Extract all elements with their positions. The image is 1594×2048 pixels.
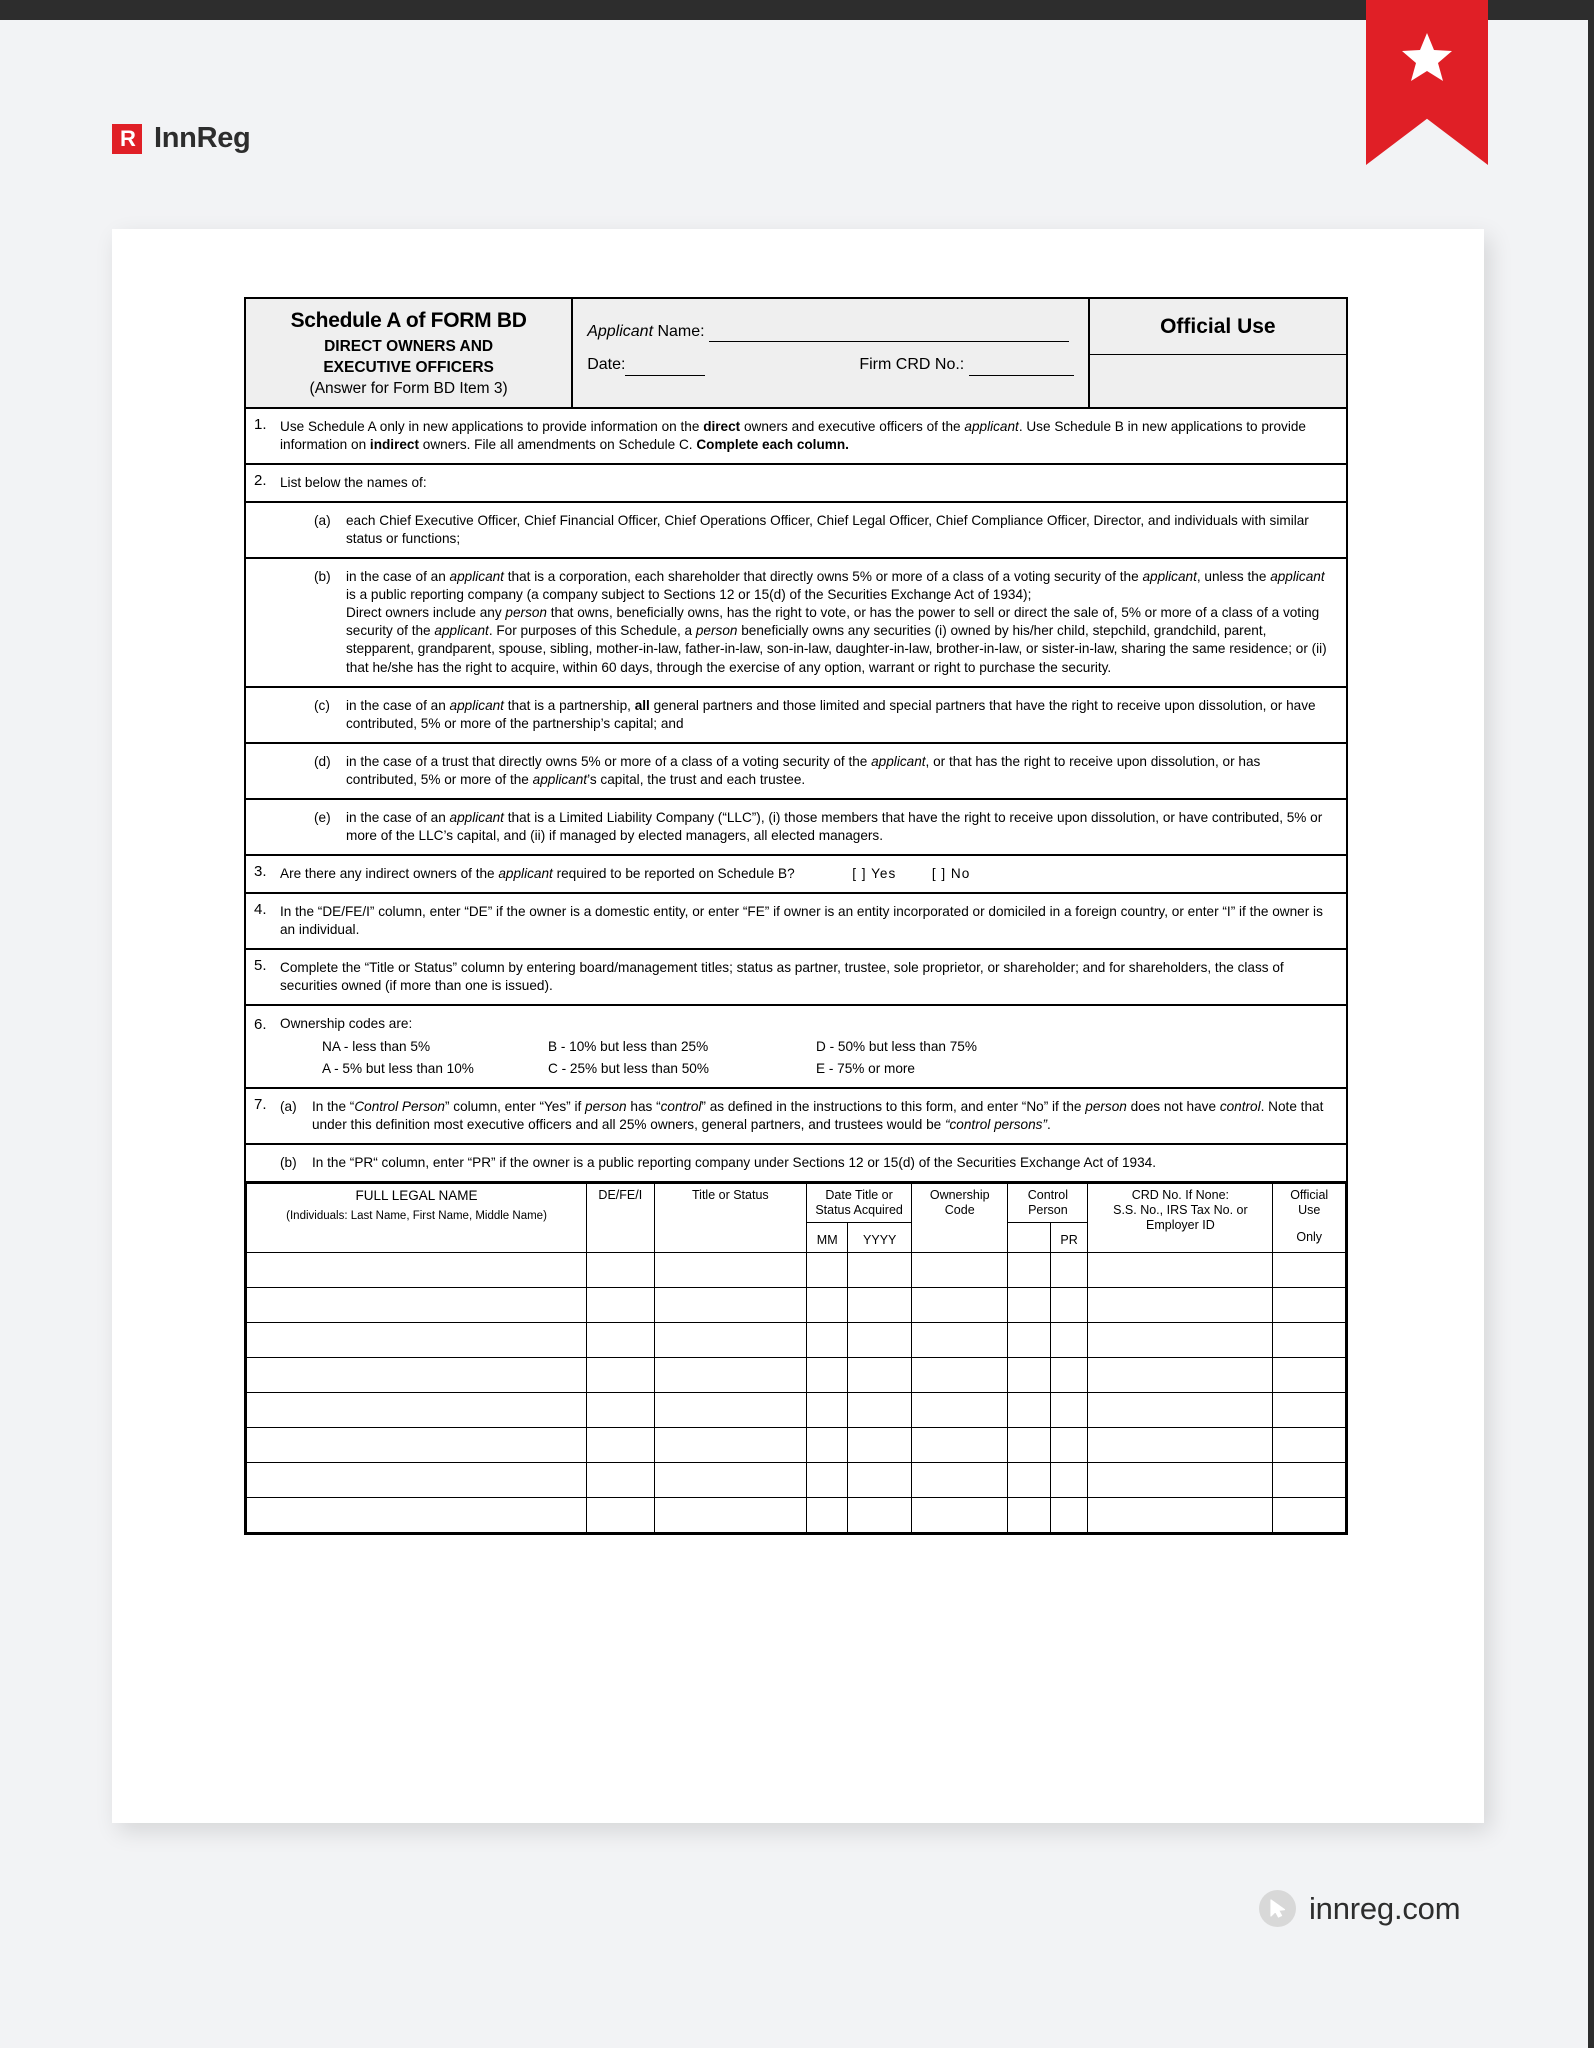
item-6-text [280, 1006, 1346, 1086]
g5: has “ [626, 1098, 661, 1114]
th-name-line2: (Individuals: Last Name, First Name, Middle Name) [286, 1210, 547, 1223]
table-cell[interactable] [1273, 1287, 1346, 1322]
e3: that is a Limited Liability Company (“LLC”), (i) those members that have the right to receive upon dissolution, or have contributed, 5% or more of the LLC’s capital, and (ii) if managed by elected managers, all elected managers. [346, 809, 1323, 843]
s1: in the case of an [346, 569, 450, 585]
form-title: Schedule A of FORM BD [290, 309, 527, 332]
table-cell[interactable] [848, 1357, 912, 1392]
item-1-seg-g: owners. File all amendments on Schedule C. [419, 436, 697, 452]
item-6-intro: Ownership codes are: [280, 1016, 413, 1032]
item-2e-row [246, 800, 1346, 856]
table-cell[interactable] [1273, 1252, 1346, 1287]
date-crd-row [587, 354, 1074, 375]
item-2c-row [246, 688, 1346, 744]
applicant-label-italic: Applicant [587, 323, 654, 340]
d2: applicant [871, 753, 926, 769]
table-cell[interactable] [807, 1427, 848, 1462]
table-cell[interactable] [1273, 1427, 1346, 1462]
table-row[interactable] [247, 1462, 1346, 1497]
item-7-number: 7. [254, 1095, 267, 1113]
table-cell[interactable] [912, 1287, 1008, 1322]
item-2d-body [346, 753, 1332, 789]
table-cell[interactable] [807, 1357, 848, 1392]
table-cell[interactable] [1088, 1322, 1273, 1357]
d5: ’s capital, the trust and each trustee. [587, 771, 806, 787]
table-cell[interactable] [1050, 1252, 1088, 1287]
table-row[interactable] [247, 1497, 1346, 1532]
item-1-seg-e: . Use Schedule B in new applications to provide information on [280, 418, 1306, 452]
c3: that is a partnership, [503, 697, 635, 713]
item-2e-text [280, 800, 1346, 854]
table-cell[interactable] [247, 1427, 587, 1462]
item-7b-label: (b) [280, 1154, 297, 1170]
table-cell[interactable] [848, 1287, 912, 1322]
item-1-number: 1. [254, 415, 267, 433]
g10: control [1219, 1098, 1261, 1114]
item-4-row [246, 894, 1346, 950]
table-cell[interactable] [654, 1322, 807, 1357]
ownership-codes-row-1 [280, 1038, 1332, 1056]
s11: applicant [434, 623, 489, 639]
th-off-line2: Use [1298, 1202, 1321, 1217]
th-off-line1: Official [1290, 1187, 1329, 1202]
d4: applicant [532, 771, 588, 787]
th-official-use-only [1273, 1183, 1346, 1252]
table-cell[interactable] [587, 1252, 655, 1287]
th-own-line1: Ownership [929, 1187, 990, 1202]
owners-table-body [247, 1252, 1346, 1532]
e1: in the case of an [346, 809, 450, 825]
g7: ” as defined in the instructions to this form, and enter “No” if the [701, 1098, 1086, 1114]
table-cell[interactable] [1088, 1427, 1273, 1462]
table-cell[interactable] [247, 1357, 587, 1392]
s3: that is a corporation, each shareholder that directly owns 5% or more of a class of a voting security of the [503, 569, 1143, 585]
item-2a-row [246, 503, 1346, 559]
table-cell[interactable] [1050, 1287, 1088, 1322]
c5: general partners and those limited and special partners that have the right to receive upon dissolution, or have contributed, 5% or more of the partnership’s capital; and [346, 697, 1316, 731]
code-d: D - 50% but less than 75% [816, 1038, 977, 1054]
table-cell[interactable] [654, 1427, 807, 1462]
s6: applicant [1270, 569, 1325, 585]
table-cell[interactable] [247, 1462, 587, 1497]
form-title-block [246, 299, 573, 407]
table-cell[interactable] [1273, 1357, 1346, 1392]
table-cell[interactable] [1050, 1427, 1088, 1462]
owners-table-wrapper [246, 1183, 1346, 1533]
item-2c-text [280, 688, 1346, 742]
table-cell[interactable] [912, 1427, 1008, 1462]
s4: applicant [1142, 569, 1197, 585]
item-2e-label: (e) [314, 809, 331, 825]
official-use-block [1090, 299, 1346, 407]
table-cell[interactable] [912, 1497, 1008, 1532]
table-cell[interactable] [1273, 1462, 1346, 1497]
table-cell[interactable] [1008, 1392, 1051, 1427]
s9: person [505, 605, 547, 621]
th-control-person [1008, 1183, 1088, 1222]
form-subtitle-1: DIRECT OWNERS AND [324, 337, 494, 355]
s8: Direct owners include any [346, 605, 506, 621]
table-cell[interactable] [1088, 1497, 1273, 1532]
item-3-row [246, 856, 1346, 894]
table-cell[interactable] [848, 1322, 912, 1357]
th-date-acquired [807, 1183, 912, 1222]
table-row[interactable] [247, 1252, 1346, 1287]
table-cell[interactable] [848, 1427, 912, 1462]
th-title-or-status: Title or Status [654, 1183, 807, 1252]
table-cell[interactable] [587, 1357, 655, 1392]
e2: applicant [449, 809, 504, 825]
item-6-row [246, 1006, 1346, 1088]
table-row[interactable] [247, 1322, 1346, 1357]
item-2d-label: (d) [314, 753, 331, 769]
table-cell[interactable] [1050, 1357, 1088, 1392]
code-a: A - 5% but less than 10% [322, 1060, 474, 1076]
bookmark-ribbon[interactable] [1366, 0, 1488, 165]
table-cell[interactable] [912, 1462, 1008, 1497]
item-3-text [280, 856, 1346, 892]
table-cell[interactable] [807, 1252, 848, 1287]
right-bar [1588, 0, 1594, 2048]
table-cell[interactable] [848, 1497, 912, 1532]
c4: all [634, 697, 650, 713]
th-mm: MM [807, 1222, 848, 1252]
official-use-title: Official Use [1090, 299, 1346, 355]
code-c: C - 25% but less than 50% [548, 1060, 709, 1076]
cursor-icon [1259, 1890, 1296, 1927]
th-ownership-code [912, 1183, 1008, 1252]
table-cell[interactable] [1008, 1497, 1051, 1532]
table-cell[interactable] [1273, 1497, 1346, 1532]
applicant-info-block [573, 299, 1090, 407]
table-cell[interactable] [1273, 1322, 1346, 1357]
s13: person [695, 623, 738, 639]
table-cell[interactable] [247, 1392, 587, 1427]
item-1-row [246, 409, 1346, 465]
item-7b-body: In the “PR“ column, enter “PR” if the owner is a public reporting company under Sections 12 or 15(d) of the Securities Exchange Act of 1934. [312, 1154, 1157, 1170]
th-de-fe-i: DE/FE/I [587, 1183, 655, 1252]
th-crd-line1: CRD No. If None: [1131, 1187, 1230, 1202]
table-cell[interactable] [587, 1497, 655, 1532]
item-2d-row [246, 744, 1346, 800]
g6: control [660, 1098, 702, 1114]
table-cell[interactable] [807, 1497, 848, 1532]
item-7a-label: (a) [280, 1098, 297, 1114]
table-cell[interactable] [1088, 1357, 1273, 1392]
g9: does not have [1126, 1098, 1220, 1114]
table-cell[interactable] [247, 1497, 587, 1532]
th-ctrl-line2: Person [1028, 1202, 1068, 1217]
item-1-seg-a: Use Schedule A only in new applications to provide information on the [280, 418, 704, 434]
table-cell[interactable] [587, 1392, 655, 1427]
table-cell[interactable] [1088, 1462, 1273, 1497]
s2: applicant [449, 569, 504, 585]
table-cell[interactable] [912, 1357, 1008, 1392]
table-cell[interactable] [1008, 1322, 1051, 1357]
table-header-row-1 [247, 1183, 1346, 1222]
form-subtitle-2: EXECUTIVE OFFICERS [323, 358, 494, 376]
item-2b-body [346, 568, 1332, 676]
table-cell[interactable] [1008, 1427, 1051, 1462]
table-cell[interactable] [1008, 1252, 1051, 1287]
table-cell[interactable] [1050, 1462, 1088, 1497]
th-control-blank [1008, 1222, 1051, 1252]
item-2b-label: (b) [314, 569, 331, 585]
c1: in the case of an [346, 697, 450, 713]
d3: , or that has the right to receive upon dissolution, or has contributed, 5% or more of the [346, 753, 1261, 787]
th-name-line1: FULL LEGAL NAME [355, 1187, 478, 1203]
th-date-line2: Status Acquired [815, 1202, 903, 1217]
item-5-row [246, 950, 1346, 1006]
s10: that owns, beneficially owns, has the right to vote, or has the power to sell or direct the sale of, 5% or more of a class of a voting security of the [346, 605, 1320, 639]
table-cell[interactable] [912, 1322, 1008, 1357]
g2: Control Person [354, 1098, 445, 1114]
code-e: E - 75% or more [816, 1060, 915, 1076]
table-cell[interactable] [587, 1287, 655, 1322]
table-cell[interactable] [1008, 1357, 1051, 1392]
item-2b-text [280, 559, 1346, 685]
official-use-blank[interactable] [1090, 355, 1346, 407]
table-cell[interactable] [807, 1462, 848, 1497]
applicant-name-row [587, 321, 1074, 342]
table-cell[interactable] [1008, 1462, 1051, 1497]
item-1-seg-h: Complete each column. [696, 436, 849, 452]
th-crd-number [1088, 1183, 1273, 1252]
item-7a-text [280, 1089, 1346, 1143]
table-cell[interactable] [1088, 1287, 1273, 1322]
table-cell[interactable] [1008, 1287, 1051, 1322]
table-row[interactable] [247, 1427, 1346, 1462]
brand-mark-letter: R [120, 125, 134, 151]
item-4-text: In the “DE/FE/I” column, enter “DE” if the owner is a domestic entity, or enter “FE” if owner is an entity incorporated or domiciled in a foreign country, or enter “I” if the owner is an individual. [280, 904, 1323, 938]
item-2a-label: (a) [314, 512, 331, 528]
brand-name: InnReg [154, 122, 251, 154]
item-1-seg-d: applicant [964, 418, 1019, 434]
item-1-seg-b: direct [703, 418, 741, 434]
form-subtitle-3: (Answer for Form BD Item 3) [309, 380, 508, 398]
item-2a-text [280, 503, 1346, 557]
s14: beneficially owns any securities (i) owned by his/her child, stepchild, grandchild, parent, stepparent, grandparent, spouse, sibling, mother-in-law, father-in-law, son-in-law, daughter-in-law, brother-in-law, or sister-in-law, sharing the same residence; or (ii) that he/she has the right to acquire, within 60 days, through the exercise of any option, warrant or right to purchase the security. [346, 623, 1327, 675]
date-label: Date: [587, 356, 626, 374]
g1: In the “ [312, 1098, 355, 1114]
item-7a-body [312, 1098, 1332, 1134]
item-2-text: List below the names of: [280, 474, 427, 490]
item-7b-row [246, 1145, 1346, 1183]
table-row[interactable] [247, 1357, 1346, 1392]
table-cell[interactable] [807, 1322, 848, 1357]
footer-url: innreg.com [1309, 1890, 1461, 1926]
table-cell[interactable] [587, 1322, 655, 1357]
g8: person [1085, 1098, 1127, 1114]
th-ctrl-line1: Control [1027, 1187, 1069, 1202]
table-cell[interactable] [848, 1252, 912, 1287]
form-schedule-a [244, 297, 1348, 1535]
item-2-row [246, 465, 1346, 503]
date-input[interactable] [625, 361, 705, 376]
table-row[interactable] [247, 1392, 1346, 1427]
table-cell[interactable] [912, 1252, 1008, 1287]
table-cell[interactable] [247, 1287, 587, 1322]
brand-logo[interactable] [112, 122, 250, 155]
innreg-mark-icon [112, 124, 142, 154]
applicant-label-rest: Name: [653, 323, 705, 340]
item-1-text [280, 409, 1346, 463]
g12: “control persons” [944, 1116, 1047, 1132]
table-cell[interactable] [247, 1252, 587, 1287]
table-cell[interactable] [654, 1392, 807, 1427]
item-4-number: 4. [254, 901, 267, 919]
item-3-no-checkbox[interactable]: [ ] No [931, 866, 971, 882]
th-own-line2: Code [944, 1202, 975, 1217]
g13: . [1046, 1116, 1051, 1132]
table-row[interactable] [247, 1287, 1346, 1322]
footer-watermark[interactable] [1259, 1890, 1460, 1927]
item-2-number: 2. [254, 471, 267, 489]
th-off-line3: Only [1296, 1229, 1323, 1244]
item-2c-body [346, 697, 1332, 733]
table-cell[interactable] [587, 1462, 655, 1497]
table-cell[interactable] [587, 1427, 655, 1462]
item-2b-row [246, 559, 1346, 687]
table-cell[interactable] [1050, 1392, 1088, 1427]
s12: . For purposes of this Schedule, a [488, 623, 696, 639]
s7: is a public reporting company (a company subject to Sections 12 or 15(d) of the Securities Exchange Act of 1934); [346, 587, 1032, 603]
star-icon [1401, 32, 1453, 82]
item-2c-label: (c) [314, 697, 330, 713]
item-2a-body: each Chief Executive Officer, Chief Financial Officer, Chief Operations Officer, Chief Legal Officer, Chief Compliance Officer, Director, and individuals with similar status or functions; [346, 512, 1309, 547]
item-2e-body [346, 809, 1332, 845]
g4: person [585, 1098, 627, 1114]
table-cell[interactable] [1088, 1252, 1273, 1287]
item-1-seg-f: indirect [369, 436, 420, 452]
table-cell[interactable] [912, 1392, 1008, 1427]
table-cell[interactable] [654, 1252, 807, 1287]
top-bar [0, 0, 1594, 20]
owners-table [246, 1183, 1346, 1533]
g3: ” column, enter “Yes” if [445, 1098, 586, 1114]
item-6-number: 6. [254, 1016, 267, 1034]
th-date-line1: Date Title or [825, 1187, 893, 1202]
d1: in the case of a trust that directly owns 5% or more of a class of a voting security of the [346, 753, 872, 769]
table-cell[interactable] [1050, 1322, 1088, 1357]
s5: , unless the [1196, 569, 1271, 585]
g11: . Note that under this definition most executive officers and all 25% owners, general partners, and trustees would be [312, 1098, 1324, 1132]
table-cell[interactable] [654, 1497, 807, 1532]
table-cell[interactable] [848, 1462, 912, 1497]
table-cell[interactable] [807, 1392, 848, 1427]
item-3-number: 3. [254, 863, 267, 881]
i32: applicant [498, 866, 553, 882]
table-cell[interactable] [654, 1287, 807, 1322]
c2: applicant [449, 697, 504, 713]
table-cell[interactable] [247, 1322, 587, 1357]
table-cell[interactable] [848, 1392, 912, 1427]
table-cell[interactable] [654, 1462, 807, 1497]
item-7a-row [246, 1089, 1346, 1145]
th-crd-line2: S.S. No., IRS Tax No. or [1113, 1202, 1248, 1217]
item-7b-text [280, 1145, 1346, 1181]
item-5-number: 5. [254, 957, 267, 975]
firm-crd-label: Firm CRD No.: [859, 356, 965, 374]
i31: Are there any indirect owners of the [280, 866, 499, 882]
th-pr: PR [1050, 1222, 1088, 1252]
item-2d-text [280, 744, 1346, 798]
item-1-seg-c: owners and executive officers of the [740, 418, 965, 434]
firm-crd-input[interactable] [969, 361, 1074, 376]
form-header [246, 299, 1346, 409]
code-b: B - 10% but less than 25% [548, 1038, 709, 1054]
i33: required to be reported on Schedule B? [552, 866, 795, 882]
item-3-yes-checkbox[interactable]: [ ] Yes [852, 866, 897, 882]
item-5-text: Complete the “Title or Status” column by entering board/management titles; status as partner, trustee, sole proprietor, or shareholder; and for shareholders, the class of securities owned (if more than one is issued). [280, 960, 1284, 994]
table-cell[interactable] [1273, 1392, 1346, 1427]
th-full-legal-name [247, 1183, 587, 1252]
applicant-name-input[interactable] [709, 327, 1069, 342]
ownership-codes-row-2 [280, 1060, 1332, 1078]
code-na: NA - less than 5% [322, 1038, 431, 1054]
table-cell[interactable] [807, 1287, 848, 1322]
th-crd-line3: Employer ID [1146, 1217, 1215, 1232]
table-cell[interactable] [1050, 1497, 1088, 1532]
table-cell[interactable] [1088, 1392, 1273, 1427]
th-yyyy: YYYY [848, 1222, 912, 1252]
table-cell[interactable] [654, 1357, 807, 1392]
